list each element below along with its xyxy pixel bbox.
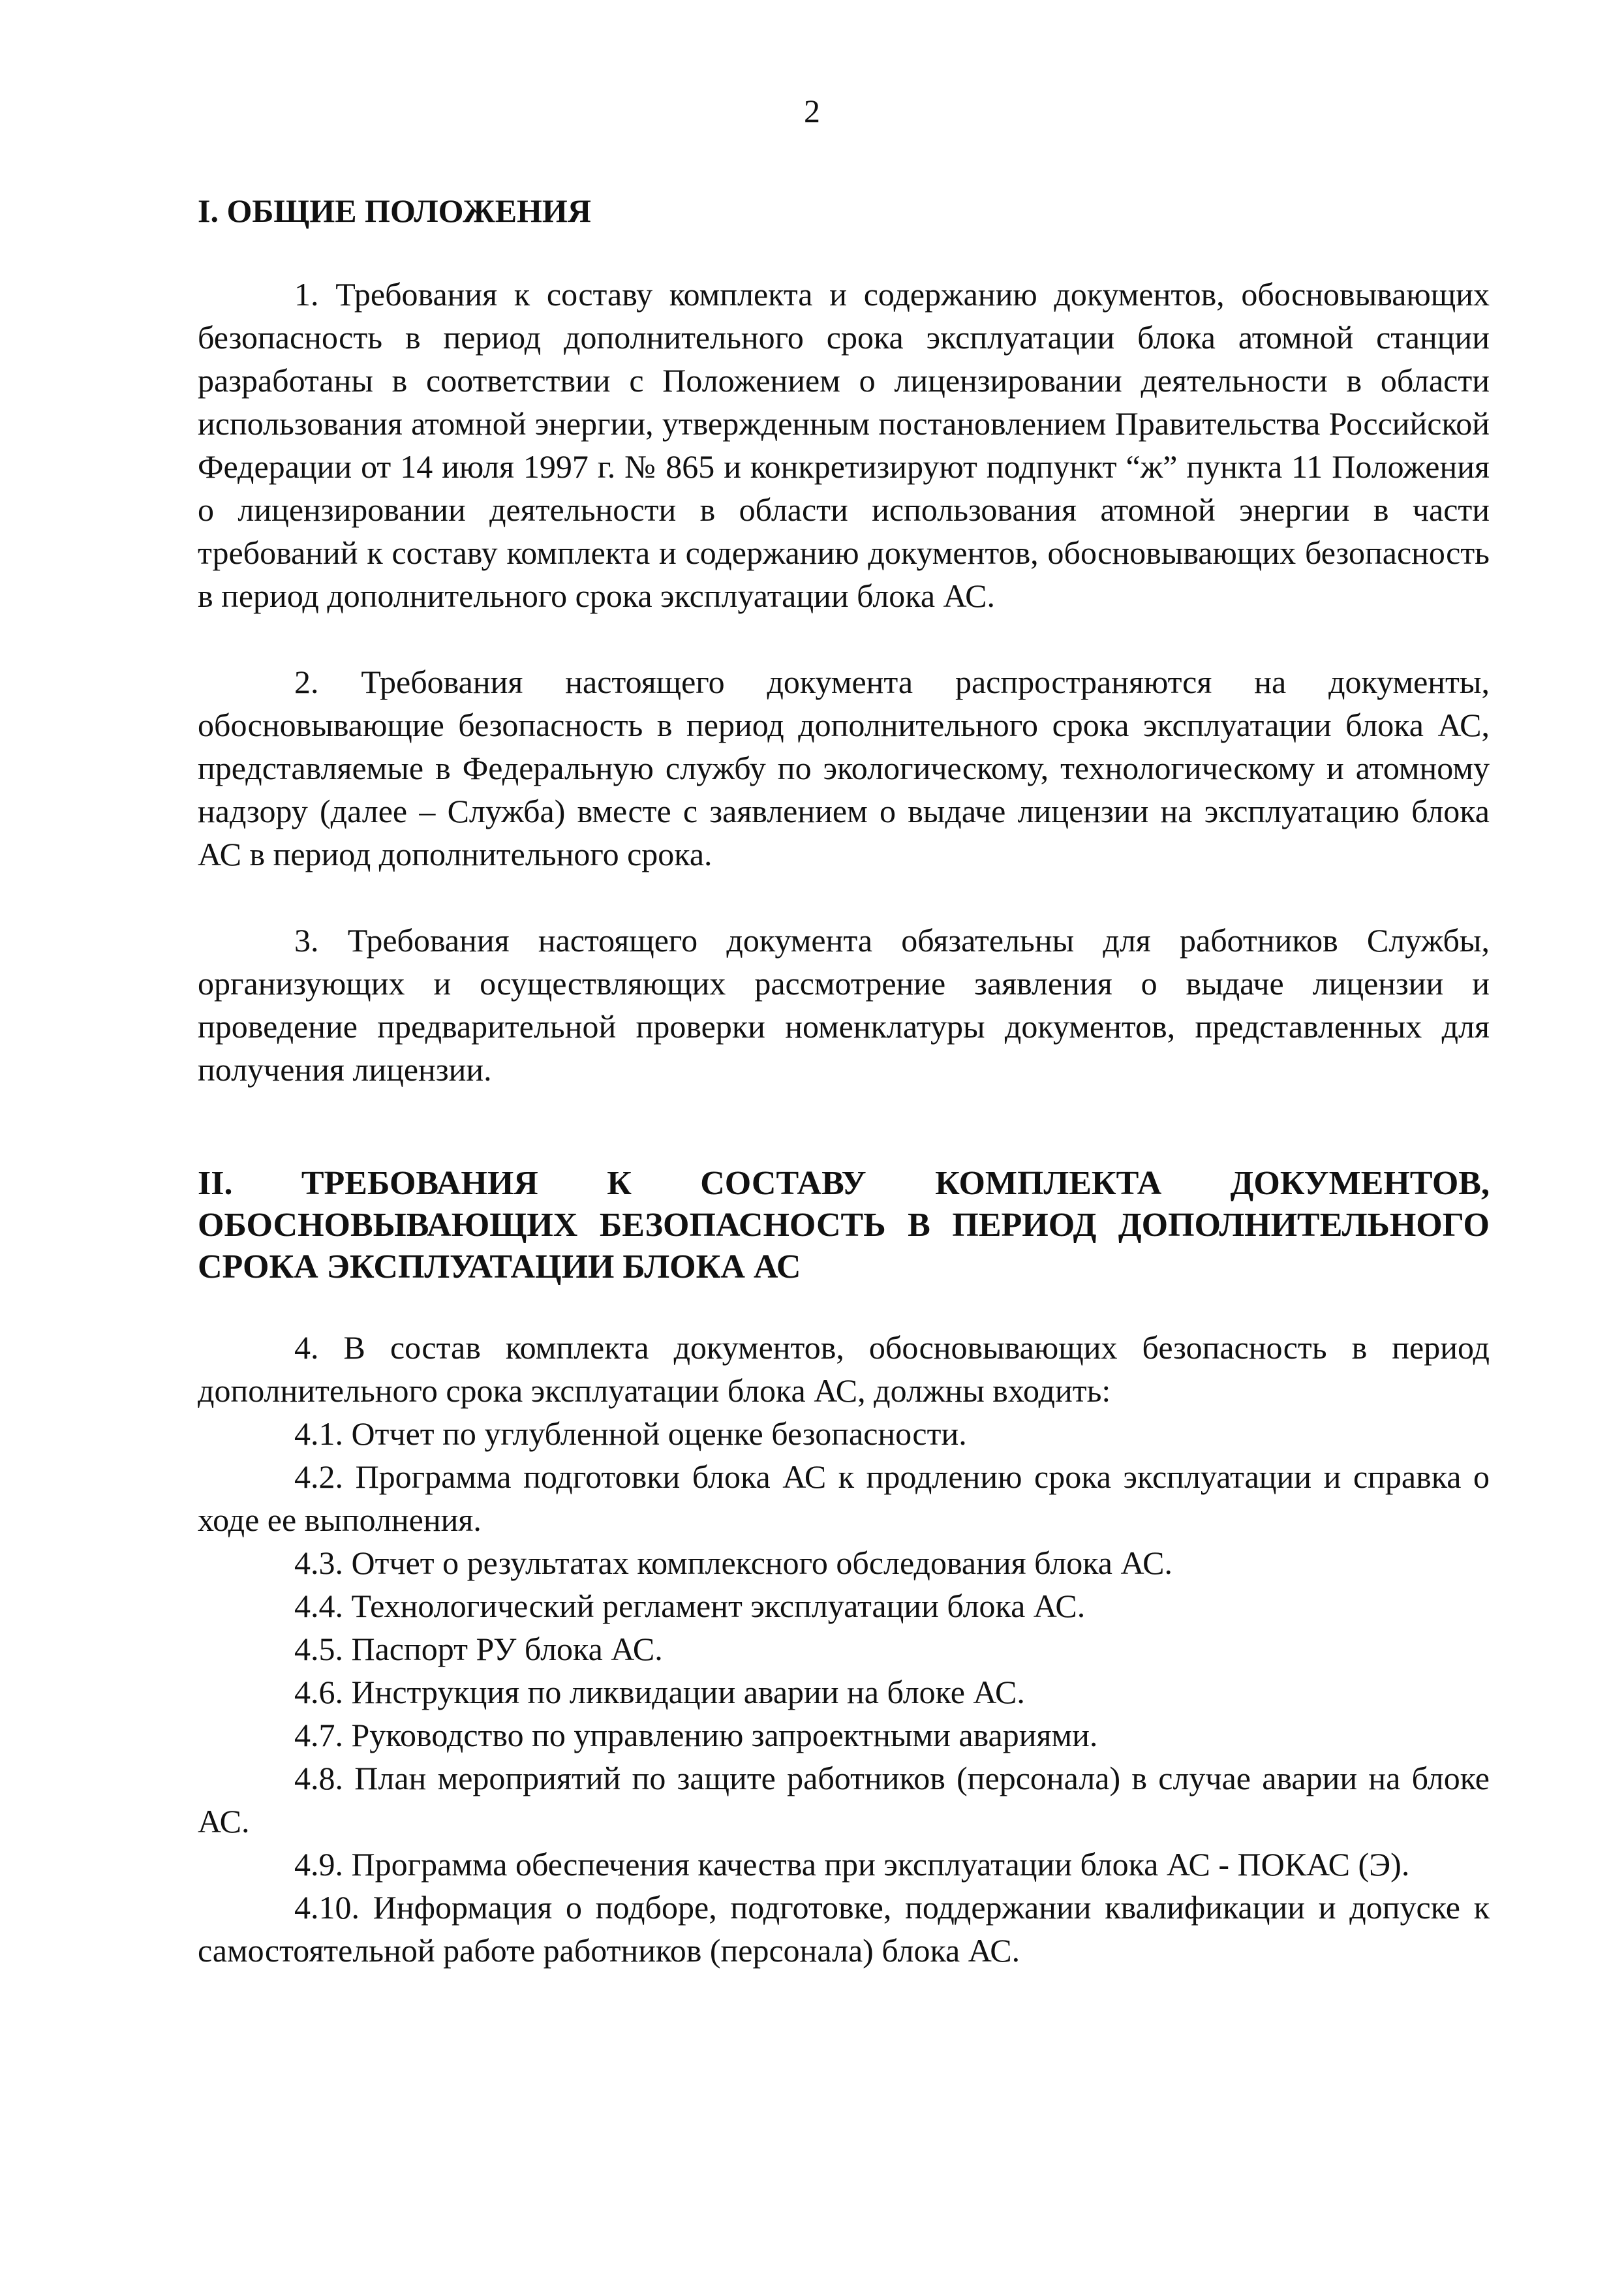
section-1-title: I. ОБЩИЕ ПОЛОЖЕНИЯ [198, 192, 591, 229]
paragraph-2: 2. Требования настоящего документа распространяются на документы, обосновывающие безопасность в период дополнительного срока эксплуатации блока АС, представляемые в Федеральную службу по экологическому, технологическому и атомному надзору (далее – Служба) вместе с заявлением о выдаче лицензии на эксплуатацию блока АС в период дополнительного срока. [198, 664, 1490, 872]
section-2-title [198, 1163, 1490, 1288]
list-item: 4.8. План мероприятий по защите работников (персонала) в случае аварии на блоке АС. [198, 1760, 1490, 1839]
list-item: 4.1. Отчет по углубленной оценке безопасности. [294, 1415, 967, 1452]
list-intro: 4. В состав комплекта документов, обосновывающих безопасность в период дополнительного срока эксплуатации блока АС, должны входить: [198, 1329, 1490, 1409]
list-item: 4.3. Отчет о результатах комплексного обследования блока АС. [294, 1545, 1172, 1581]
paragraph-3: 3. Требования настоящего документа обязательны для работников Службы, организующих и осуществляющих рассмотрение заявления о выдаче лицензии и проведение предварительной проверки номенклатуры документов, представленных для получения лицензии. [198, 922, 1490, 1088]
list-item: 4.2. Программа подготовки блока АС к продлению срока эксплуатации и справка о ходе ее выполнения. [198, 1458, 1490, 1538]
list-item: 4.4. Технологический регламент эксплуатации блока АС. [294, 1588, 1086, 1624]
document-body [198, 189, 1490, 1972]
list-item: 4.7. Руководство по управлению запроектными авариями. [294, 1717, 1098, 1753]
requirements-list [198, 1326, 1490, 1972]
list-item: 4.9. Программа обеспечения качества при эксплуатации блока АС - ПОКАС (Э). [294, 1846, 1410, 1883]
section-2-title-line1: II. ТРЕБОВАНИЯ К СОСТАВУ КОМПЛЕКТА ДОКУМЕНТОВ, [198, 1165, 1490, 1202]
section-2-title-rest: ОБОСНОВЫВАЮЩИХ БЕЗОПАСНОСТЬ В ПЕРИОД ДОПОЛНИТЕЛЬНОГО СРОКА ЭКСПЛУАТАЦИИ БЛОКА АС [198, 1207, 1490, 1285]
page-number: 2 [804, 93, 820, 129]
paragraph-1: 1. Требования к составу комплекта и содержанию документов, обосновывающих безопасность в период дополнительного срока эксплуатации блока атомной станции разработаны в соответствии с Положением о лицензировании деятельности в области использования атомной энергии, утвержденным постановлением Правительства Российской Федерации от 14 июля 1997 г. № 865 и конкретизируют подпункт “ж” пункта 11 Положения о лицензировании деятельности в области использования атомной энергии в части требований к составу комплекта и содержанию документов, обосновывающих безопасность в период дополнительного срока эксплуатации блока АС. [198, 276, 1490, 614]
list-item: 4.5. Паспорт РУ блока АС. [294, 1631, 663, 1667]
list-item: 4.10. Информация о подборе, подготовке, поддержании квалификации и допуске к самостоятельной работе работников (персонала) блока АС. [198, 1889, 1490, 1969]
list-item: 4.6. Инструкция по ликвидации аварии на блоке АС. [294, 1674, 1025, 1710]
